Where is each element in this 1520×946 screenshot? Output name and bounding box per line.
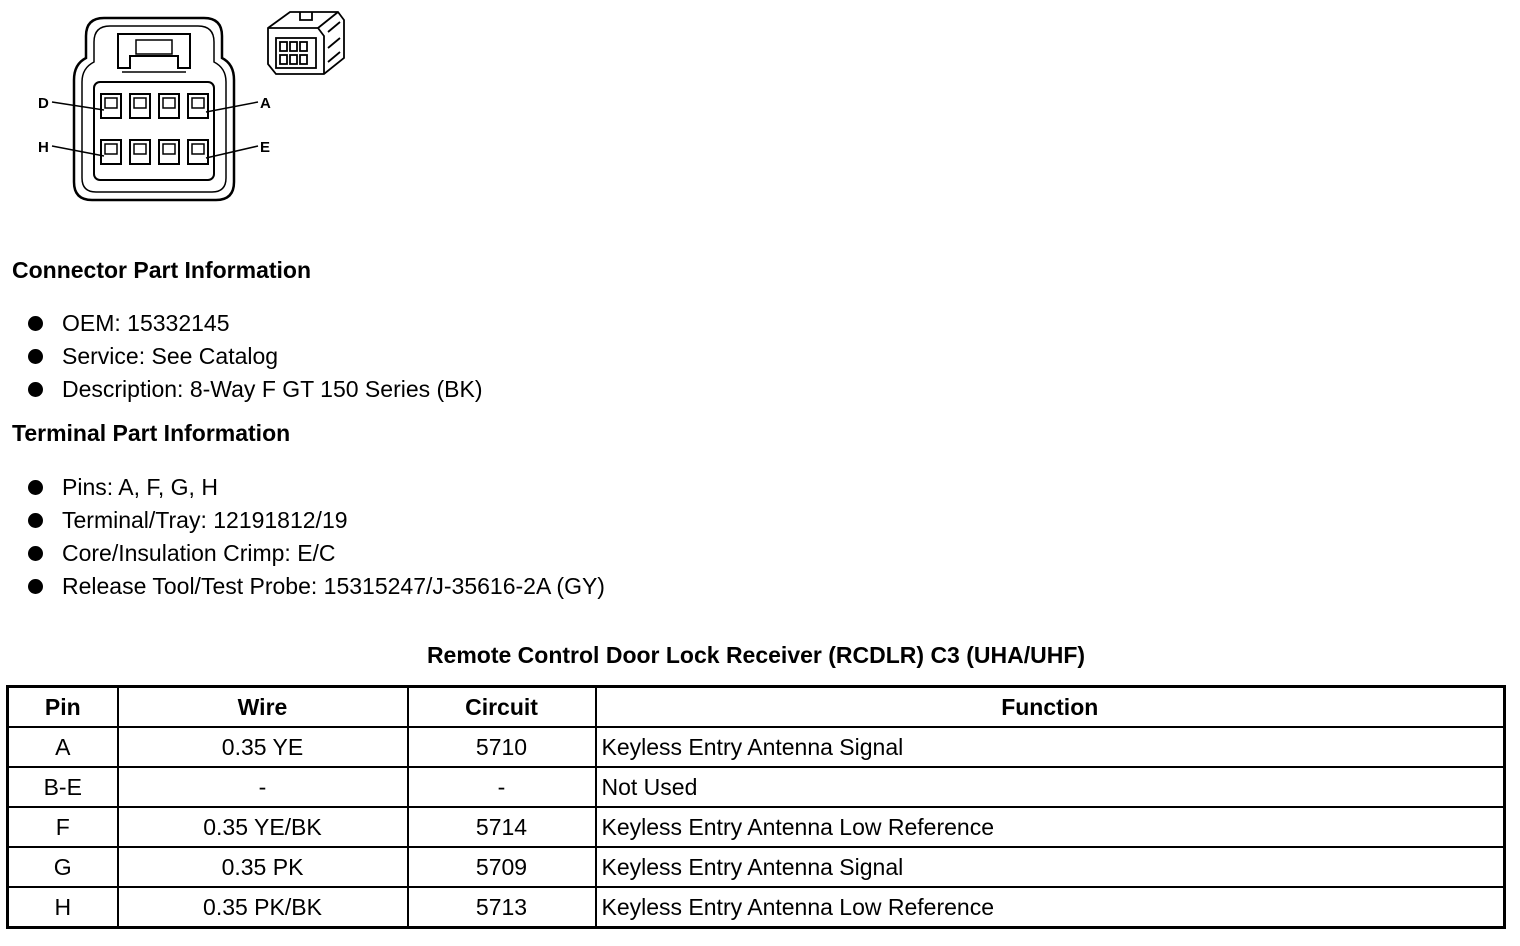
pin-label-d: D (38, 95, 49, 112)
column-header-pin: Pin (8, 687, 118, 728)
wire-cell: - (118, 767, 408, 807)
table-row (8, 767, 1505, 807)
list-item: Service: See Catalog (28, 340, 483, 373)
table-title: Remote Control Door Lock Receiver (RCDLR) C3 (UHA/UHF) (426, 642, 1086, 668)
table-row (8, 807, 1505, 847)
column-header-wire: Wire (118, 687, 408, 728)
pin-cell: F (8, 807, 118, 847)
wire-cell: 0.35 YE/BK (118, 807, 408, 847)
connector-face-drawing (0, 0, 360, 210)
pin-cell: B-E (8, 767, 118, 807)
pin-label-e: E (260, 139, 271, 156)
list-item: Core/Insulation Crimp: E/C (28, 537, 605, 570)
wire-cell: 0.35 YE (118, 727, 408, 767)
list-item: Pins: A, F, G, H (28, 471, 605, 504)
connector-latch (118, 34, 190, 68)
table-row (8, 727, 1505, 767)
table-row (8, 887, 1505, 928)
table-row (8, 847, 1505, 887)
function-cell: Keyless Entry Antenna Signal (596, 727, 1505, 767)
function-cell: Keyless Entry Antenna Low Reference (596, 887, 1505, 928)
bullet-icon (28, 480, 43, 495)
bullet-icon (28, 579, 43, 594)
pin-cell: G (8, 847, 118, 887)
connector-info-list (28, 307, 483, 406)
terminal-info-heading: Terminal Part Information (12, 420, 291, 446)
pin-cell: H (8, 887, 118, 928)
bullet-icon (28, 316, 43, 331)
circuit-cell: 5710 (408, 727, 596, 767)
wire-cell: 0.35 PK/BK (118, 887, 408, 928)
list-item: Release Tool/Test Probe: 15315247/J-35616-2A (GY) (28, 570, 605, 603)
terminal-cavities-bottom-row (101, 140, 208, 164)
connector-isometric-icon (268, 12, 344, 74)
list-item: OEM: 15332145 (28, 307, 483, 340)
connector-info-heading: Connector Part Information (12, 257, 312, 283)
column-header-circuit: Circuit (408, 687, 596, 728)
function-cell: Not Used (596, 767, 1505, 807)
terminal-cavities-top-row (101, 94, 208, 118)
bullet-icon (28, 382, 43, 397)
pin-cell: A (8, 727, 118, 767)
table-header-row (8, 687, 1505, 728)
terminal-info-list (28, 471, 605, 603)
function-cell: Keyless Entry Antenna Signal (596, 847, 1505, 887)
function-cell: Keyless Entry Antenna Low Reference (596, 807, 1505, 847)
wire-cell: 0.35 PK (118, 847, 408, 887)
pin-label-h: H (38, 139, 49, 156)
pinout-table (6, 685, 1506, 929)
pin-label-a: A (260, 95, 271, 112)
list-item: Terminal/Tray: 12191812/19 (28, 504, 605, 537)
bullet-icon (28, 546, 43, 561)
list-item: Description: 8-Way F GT 150 Series (BK) (28, 373, 483, 406)
circuit-cell: 5709 (408, 847, 596, 887)
bullet-icon (28, 513, 43, 528)
circuit-cell: 5713 (408, 887, 596, 928)
circuit-cell: 5714 (408, 807, 596, 847)
circuit-cell: - (408, 767, 596, 807)
column-header-function: Function (596, 687, 1505, 728)
bullet-icon (28, 349, 43, 364)
